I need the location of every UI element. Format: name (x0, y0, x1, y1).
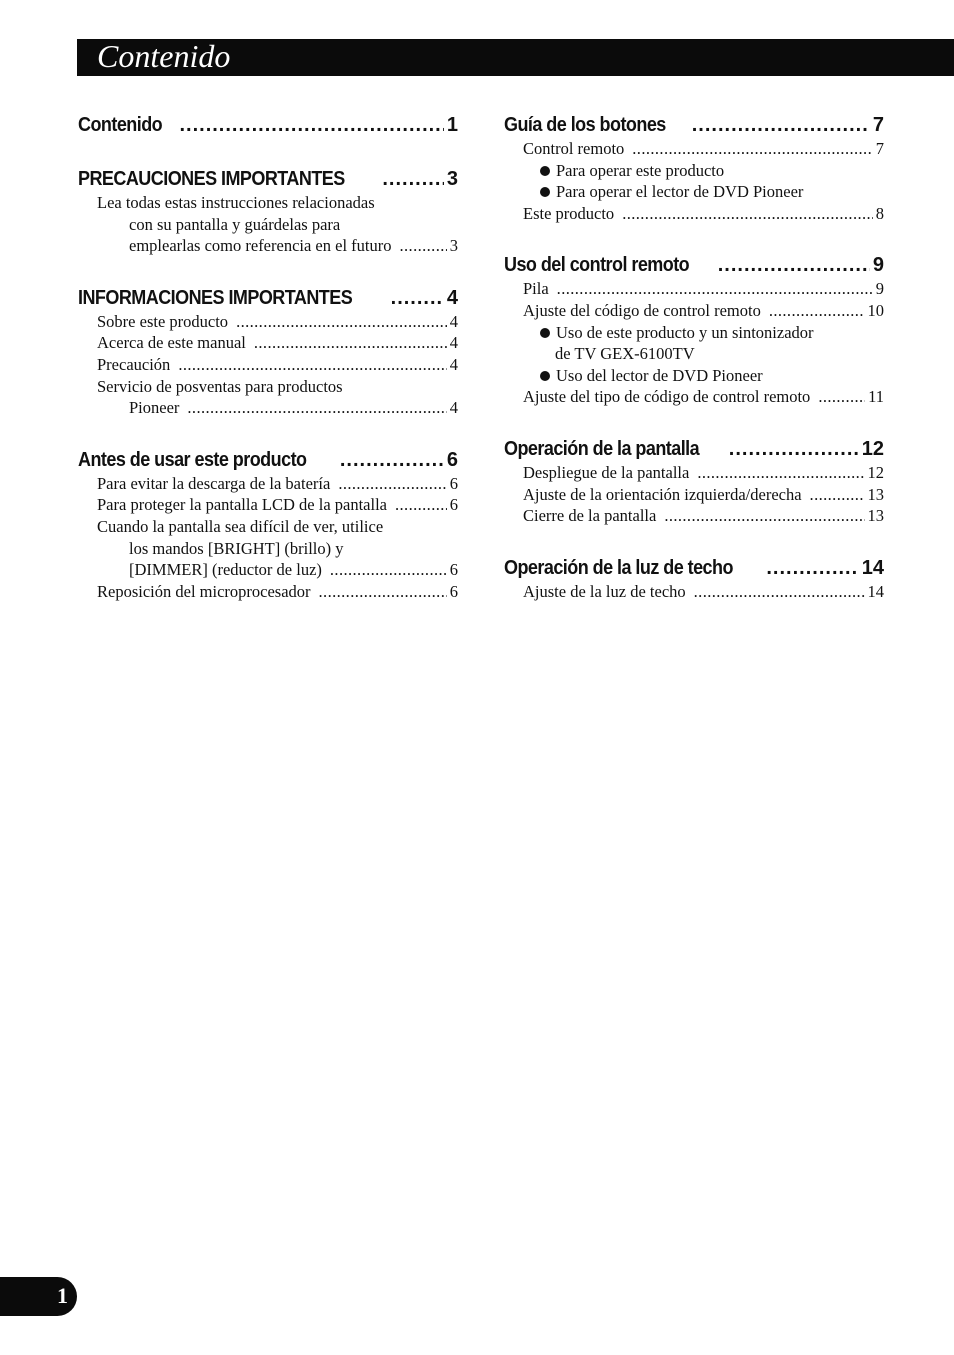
toc-heading[interactable] (78, 166, 458, 192)
toc-heading-text: Antes de usar este producto (78, 448, 307, 471)
bullet-icon (540, 371, 550, 381)
dot-leader (729, 436, 859, 462)
toc-heading-page: 12 (861, 437, 884, 460)
toc-entry[interactable] (504, 300, 884, 322)
toc-entry-text: Reposición del microprocesador (97, 581, 311, 601)
page-number-tab (0, 1277, 77, 1316)
toc-entry-page: 6 (449, 581, 458, 601)
toc-right-column (504, 112, 884, 602)
toc-bullet-entry[interactable] (504, 322, 884, 344)
toc-entry[interactable] (78, 473, 458, 495)
toc-heading-text: Operación de la luz de techo (504, 556, 733, 579)
toc-heading-text: INFORMACIONES IMPORTANTES (78, 286, 353, 309)
toc-entry-continuation (78, 397, 458, 419)
page-title: Contenido (97, 38, 231, 74)
toc-heading-page: 9 (872, 254, 884, 277)
toc-bullet-continuation (504, 343, 884, 365)
toc-entry-page: 14 (867, 581, 884, 601)
toc-entry-page: 9 (875, 279, 884, 299)
toc-bullet-text: Para operar el lector de DVD Pioneer (556, 182, 804, 202)
toc-entry-text: Ajuste de la luz de techo (523, 581, 686, 601)
toc-section (504, 252, 884, 408)
toc-heading[interactable] (78, 112, 458, 138)
toc-entry-page: 3 (449, 236, 458, 256)
dot-leader (692, 112, 870, 138)
section-gap (78, 257, 458, 285)
toc-entry-text: Ajuste del tipo de código de control remoto (523, 387, 811, 407)
dot-leader (810, 484, 865, 506)
toc-entry-page: 6 (449, 473, 458, 493)
dot-leader (664, 505, 864, 527)
toc-entry-text: Ajuste del código de control remoto (523, 300, 761, 320)
toc-heading-text: Uso del control remoto (504, 254, 690, 277)
toc-entry-text: emplearlas como referencia en el futuro (129, 236, 392, 256)
toc-entry-page: 13 (867, 484, 884, 504)
dot-leader (769, 300, 865, 322)
toc-entry[interactable] (504, 505, 884, 527)
toc-heading[interactable] (78, 447, 458, 473)
toc-entry-page: 6 (449, 495, 458, 515)
section-gap (78, 419, 458, 447)
toc-heading[interactable] (504, 555, 884, 581)
toc-left-column (78, 112, 458, 602)
toc-entry-text: con su pantalla y guárdelas para (129, 214, 341, 234)
toc-entry[interactable] (78, 376, 458, 398)
toc-section (78, 166, 458, 257)
toc-entry[interactable] (504, 484, 884, 506)
toc-entry-page: 13 (867, 506, 884, 526)
toc-entry-continuation (78, 538, 458, 560)
toc-entry-text: los mandos [BRIGHT] (brillo) y (129, 538, 344, 558)
toc-heading-page: 3 (446, 168, 458, 190)
toc-entry-page: 10 (867, 300, 884, 320)
toc-entry-text: [DIMMER] (reductor de luz) (129, 560, 322, 580)
toc-entry-text: Acerca de este manual (97, 333, 246, 353)
dot-leader (178, 354, 446, 376)
dot-leader (330, 559, 447, 581)
section-gap (504, 527, 884, 555)
toc-section (504, 555, 884, 603)
dot-leader (632, 138, 872, 160)
dot-leader (718, 252, 870, 278)
toc-entry[interactable] (504, 278, 884, 300)
toc-heading[interactable] (504, 252, 884, 278)
dot-leader (557, 278, 873, 300)
dot-leader (187, 397, 446, 419)
toc-entry-page: 12 (867, 462, 884, 482)
dot-leader (319, 581, 447, 603)
toc-entry[interactable] (78, 581, 458, 603)
toc-bullet-text: de TV GEX-6100TV (555, 344, 695, 364)
bullet-icon (540, 166, 550, 176)
toc-entry-page: 11 (868, 387, 884, 407)
toc-entry-page: 4 (449, 398, 458, 418)
toc-entry[interactable] (504, 203, 884, 225)
toc-section (78, 285, 458, 419)
dot-leader (179, 112, 443, 138)
toc-bullet-entry[interactable] (504, 181, 884, 203)
toc-entry[interactable] (78, 192, 458, 214)
toc-section (78, 112, 458, 138)
dot-leader (395, 494, 447, 516)
toc-entry-page: 4 (449, 311, 458, 331)
toc-bullet-text: Uso del lector de DVD Pioneer (556, 365, 763, 385)
toc-entry-text: Despliegue de la pantalla (523, 462, 690, 482)
page-number: 1 (57, 1283, 68, 1308)
toc-heading-page: 4 (446, 286, 458, 309)
toc-bullet-text: Uso de este producto y un sintonizador (556, 322, 814, 342)
toc-entry-text: Control remoto (523, 139, 625, 158)
toc-entry[interactable] (78, 354, 458, 376)
toc-entry-text: Pila (523, 279, 549, 299)
toc-entry-text: Sobre este producto (97, 311, 229, 331)
toc-entry-text: Precaución (97, 354, 171, 374)
toc-entry[interactable] (78, 516, 458, 538)
toc-heading-page: 14 (861, 556, 884, 579)
toc-entry-text: Cuando la pantalla sea difícil de ver, utilice (97, 516, 384, 536)
toc-bullet-entry[interactable] (504, 160, 884, 182)
toc-entry-continuation (78, 214, 458, 236)
dot-leader (694, 581, 865, 603)
section-gap (504, 224, 884, 252)
toc-entry-text: Pioneer (129, 398, 180, 418)
toc-entry-text: Para proteger la pantalla LCD de la pantalla (97, 495, 387, 515)
toc-entry[interactable] (504, 386, 884, 408)
bullet-icon (540, 187, 550, 197)
dot-leader (338, 473, 446, 495)
toc-entry[interactable] (504, 581, 884, 603)
toc-heading-text: Contenido (78, 114, 163, 136)
bullet-icon (540, 328, 550, 338)
dot-leader (766, 555, 858, 581)
toc-section (504, 112, 884, 224)
toc-heading-page: 6 (446, 448, 458, 471)
toc-entry-page: 4 (449, 354, 458, 374)
toc-heading[interactable] (504, 436, 884, 462)
dot-leader (391, 285, 444, 311)
toc-entry-text: Este producto (523, 203, 615, 223)
toc-entry-text: Para evitar la descarga de la batería (97, 473, 331, 493)
toc-entry-page: 7 (875, 139, 884, 158)
toc-entry-continuation (78, 235, 458, 257)
toc-heading-text: Guía de los botones (504, 114, 666, 136)
toc-heading-text: PRECAUCIONES IMPORTANTES (78, 168, 345, 190)
toc-entry-continuation (78, 559, 458, 581)
toc-entry-page: 6 (449, 560, 458, 580)
toc-entry-text: Ajuste de la orientación izquierda/derecha (523, 484, 802, 504)
toc-heading-page: 1 (446, 114, 458, 136)
toc-entry[interactable] (504, 138, 884, 160)
section-gap (78, 138, 458, 166)
toc-entry-text: Lea todas estas instrucciones relacionadas (97, 193, 375, 212)
toc-bullet-entry[interactable] (504, 365, 884, 387)
dot-leader (340, 447, 444, 473)
toc-entry-text: Servicio de posventas para productos (97, 376, 343, 396)
toc-bullet-text: Para operar este producto (556, 160, 725, 180)
toc-entry-page: 4 (449, 333, 458, 353)
toc-heading[interactable] (78, 285, 458, 311)
toc-section (78, 447, 458, 603)
toc-entry-text: Cierre de la pantalla (523, 506, 657, 526)
toc-section (504, 436, 884, 527)
section-gap (504, 408, 884, 436)
dot-leader (622, 203, 873, 225)
dot-leader (254, 332, 447, 354)
toc-entry[interactable] (78, 494, 458, 516)
toc-entry[interactable] (78, 311, 458, 333)
toc-entry[interactable] (504, 462, 884, 484)
toc-entry[interactable] (78, 332, 458, 354)
dot-leader (697, 462, 864, 484)
dot-leader (382, 166, 444, 192)
dot-leader (236, 311, 447, 333)
title-bar (77, 39, 954, 76)
toc-heading[interactable] (504, 112, 884, 138)
dot-leader (818, 386, 865, 408)
toc-heading-page: 7 (872, 114, 884, 136)
dot-leader (400, 235, 447, 257)
toc-heading-text: Operación de la pantalla (504, 437, 700, 460)
toc-entry-page: 8 (875, 203, 884, 223)
